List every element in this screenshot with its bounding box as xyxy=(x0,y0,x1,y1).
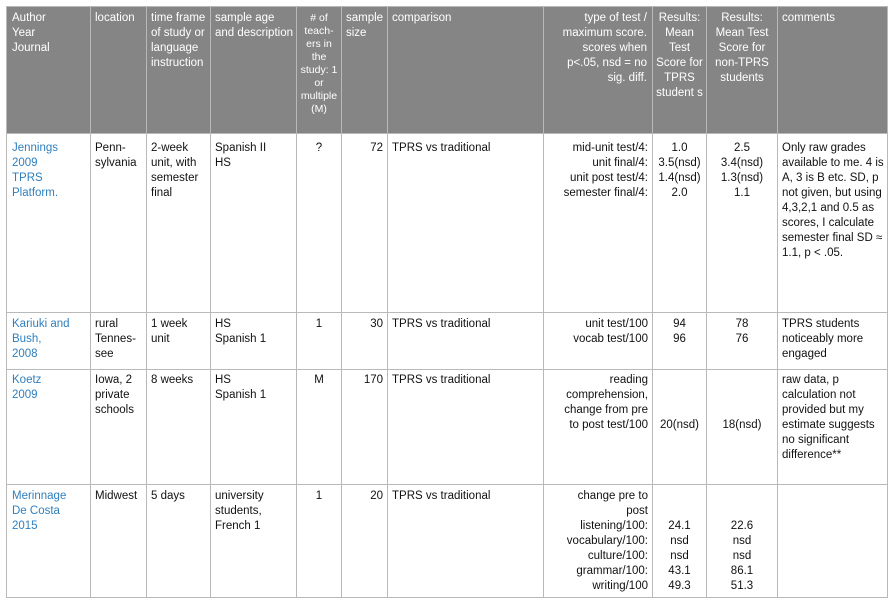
study-time-frame: 2-week unit, with semester final xyxy=(151,142,199,199)
study-results-tprs: 24.1 nsd nsd 43.1 49.3 xyxy=(668,520,691,592)
row-divider xyxy=(7,312,887,313)
column-divider xyxy=(652,7,653,597)
study-author[interactable]: Koetz 2009 xyxy=(12,374,42,401)
study-comparison: TPRS vs traditional xyxy=(392,142,491,154)
study-sample-size: 20 xyxy=(370,490,383,502)
header-results-tprs: Results: Mean Test Score for TPRS student s xyxy=(656,12,703,99)
study-author[interactable]: Kariuki and Bush, 2008 xyxy=(12,318,70,360)
study-number-of-teachers: M xyxy=(314,374,324,386)
results-table xyxy=(6,6,888,598)
study-sample-description: HS Spanish 1 xyxy=(215,318,267,345)
study-comments: Only raw grades available to me. 4 is A, 3 is B etc. SD, p not given, but using 4,3,2,1 and 0.5 as scores, I calculate semester final SD ≈ 1.1, p < .05. xyxy=(782,142,884,259)
study-sample-size: 170 xyxy=(363,374,383,386)
column-divider xyxy=(90,7,91,597)
column-divider xyxy=(146,7,147,597)
study-number-of-teachers: ? xyxy=(315,142,323,154)
study-time-frame: 1 week unit xyxy=(151,318,188,345)
study-location: Iowa, 2 private schools xyxy=(95,374,134,416)
study-test-type: unit test/100 vocab test/100 xyxy=(573,318,648,345)
header-time-frame: time frame of study or language instruction xyxy=(151,12,206,69)
header-comments: comments xyxy=(782,12,836,24)
study-number-of-teachers: 1 xyxy=(315,490,323,502)
header-sample-size: sample size xyxy=(346,12,384,39)
header-location: location xyxy=(95,12,135,24)
header-sample-description: sample age and description xyxy=(215,12,293,39)
header-test-type: type of test / maximum score. scores when p<.05, nsd = no sig. diff. xyxy=(562,12,647,84)
header-author: Author Year Journal xyxy=(12,12,50,54)
study-sample-description: Spanish II HS xyxy=(215,142,267,169)
column-divider xyxy=(341,7,342,597)
study-test-type: reading comprehension, change from pre to post test/100 xyxy=(564,374,648,431)
row-divider xyxy=(7,369,887,370)
study-comparison: TPRS vs traditional xyxy=(392,490,491,502)
study-comments: TPRS students noticeably more engaged xyxy=(782,318,864,360)
column-divider xyxy=(387,7,388,597)
study-author[interactable]: Merinnage De Costa 2015 xyxy=(12,490,67,532)
study-results-non-tprs: 18(nsd) xyxy=(722,419,762,431)
study-author[interactable]: Jennings 2009 TPRS Platform. xyxy=(12,142,59,199)
study-results-tprs: 1.0 3.5(nsd) 1.4(nsd) 2.0 xyxy=(658,142,701,199)
study-test-type: mid-unit test/4: unit final/4: unit post test/4: semester final/4: xyxy=(563,142,648,199)
study-results-tprs: 20(nsd) xyxy=(660,419,699,431)
column-divider xyxy=(543,7,544,597)
header-number-of-teachers: # of teach-ers in the study: 1 or multiple (M) xyxy=(300,12,338,115)
study-sample-size: 30 xyxy=(370,318,383,330)
study-number-of-teachers: 1 xyxy=(315,318,323,330)
study-results-non-tprs: 2.5 3.4(nsd) 1.3(nsd) 1.1 xyxy=(720,142,764,199)
column-divider xyxy=(296,7,297,597)
header-results-non-tprs: Results: Mean Test Score for non-TPRS students xyxy=(715,12,769,84)
study-time-frame: 5 days xyxy=(151,490,185,502)
row-divider xyxy=(7,133,887,134)
study-sample-description: HS Spanish 1 xyxy=(215,374,267,401)
header-comparison: comparison xyxy=(392,12,452,24)
study-results-non-tprs: 78 76 xyxy=(735,318,749,345)
column-divider xyxy=(777,7,778,597)
study-location: rural Tennes- see xyxy=(95,318,136,360)
study-results-non-tprs: 22.6 nsd nsd 86.1 51.3 xyxy=(730,520,754,592)
column-divider xyxy=(210,7,211,597)
study-comparison: TPRS vs traditional xyxy=(392,318,491,330)
study-time-frame: 8 weeks xyxy=(151,374,194,386)
column-divider xyxy=(706,7,707,597)
study-location: Penn- sylvania xyxy=(95,142,137,169)
study-sample-size: 72 xyxy=(370,142,383,154)
study-results-tprs: 94 96 xyxy=(673,318,686,345)
study-comments: raw data, p calculation not provided but my estimate suggests no significant difference** xyxy=(782,374,875,461)
row-divider xyxy=(7,484,887,485)
study-sample-description: university students, French 1 xyxy=(215,490,264,532)
study-comparison: TPRS vs traditional xyxy=(392,374,491,386)
study-test-type: change pre to post listening/100: vocabulary/100: culture/100: grammar/100: writing/100 xyxy=(566,490,648,592)
study-location: Midwest xyxy=(95,490,138,502)
